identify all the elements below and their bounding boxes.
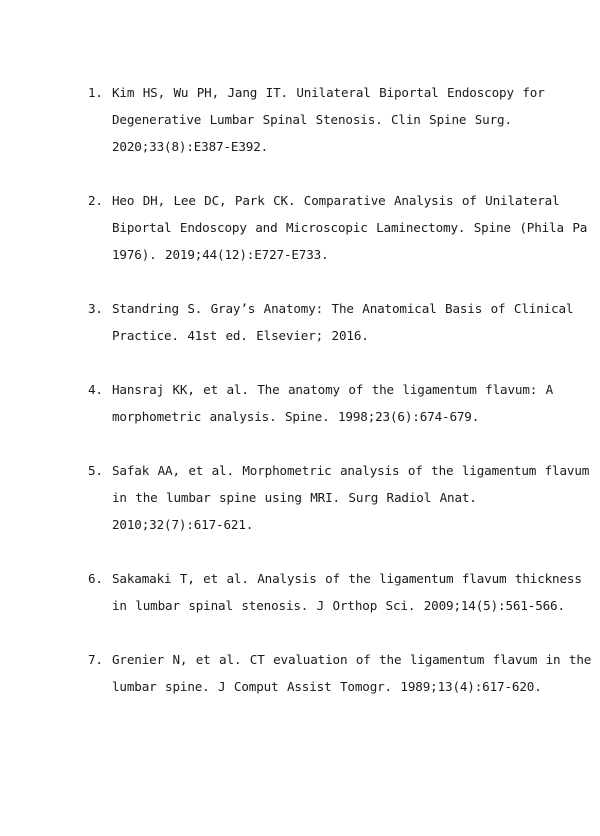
reference-line: 2020;33(8):E387-E392.: [112, 139, 269, 154]
reference-number: 6.: [88, 571, 103, 586]
reference-number: 7.: [88, 652, 103, 667]
reference-line: Heo DH, Lee DC, Park CK. Comparative Analysis of Unilateral: [112, 193, 560, 208]
reference-line: 2010;32(7):617-621.: [112, 517, 254, 532]
reference-item: [88, 646, 592, 700]
reference-line: Safak AA, et al. Morphometric analysis of the ligamentum flavum: [112, 463, 590, 478]
reference-item: [88, 295, 574, 349]
reference-item: [88, 187, 588, 268]
reference-line: 1976). 2019;44(12):E727-E733.: [112, 247, 329, 262]
reference-line: in the lumbar spine using MRI. Surg Radiol Anat.: [112, 490, 477, 505]
reference-item: [88, 376, 554, 430]
reference-line: lumbar spine. J Comput Assist Tomogr. 1989;13(4):617-620.: [112, 679, 542, 694]
reference-line: in lumbar spinal stenosis. J Orthop Sci. 2009;14(5):561-566.: [112, 598, 565, 613]
reference-item: [88, 565, 582, 619]
reference-list: [88, 79, 592, 727]
reference-number: 1.: [88, 85, 103, 100]
reference-line: Grenier N, et al. CT evaluation of the ligamentum flavum in the: [112, 652, 592, 667]
reference-number: 2.: [88, 193, 103, 208]
reference-line: Kim HS, Wu PH, Jang IT. Unilateral Biportal Endoscopy for: [112, 85, 545, 100]
reference-number: 3.: [88, 301, 103, 316]
reference-number: 4.: [88, 382, 103, 397]
reference-line: Sakamaki T, et al. Analysis of the ligamentum flavum thickness: [112, 571, 582, 586]
reference-item: [88, 457, 590, 538]
reference-line: Hansraj KK, et al. The anatomy of the ligamentum flavum: A: [112, 382, 554, 397]
reference-item: [88, 79, 545, 160]
reference-line: Degenerative Lumbar Spinal Stenosis. Clin Spine Surg.: [112, 112, 512, 127]
reference-number: 5.: [88, 463, 103, 478]
reference-line: Practice. 41st ed. Elsevier; 2016.: [112, 328, 369, 343]
reference-line: Standring S. Gray’s Anatomy: The Anatomical Basis of Clinical: [112, 301, 574, 316]
reference-line: Biportal Endoscopy and Microscopic Laminectomy. Spine (Phila Pa: [112, 220, 588, 235]
reference-line: morphometric analysis. Spine. 1998;23(6):674-679.: [112, 409, 480, 424]
